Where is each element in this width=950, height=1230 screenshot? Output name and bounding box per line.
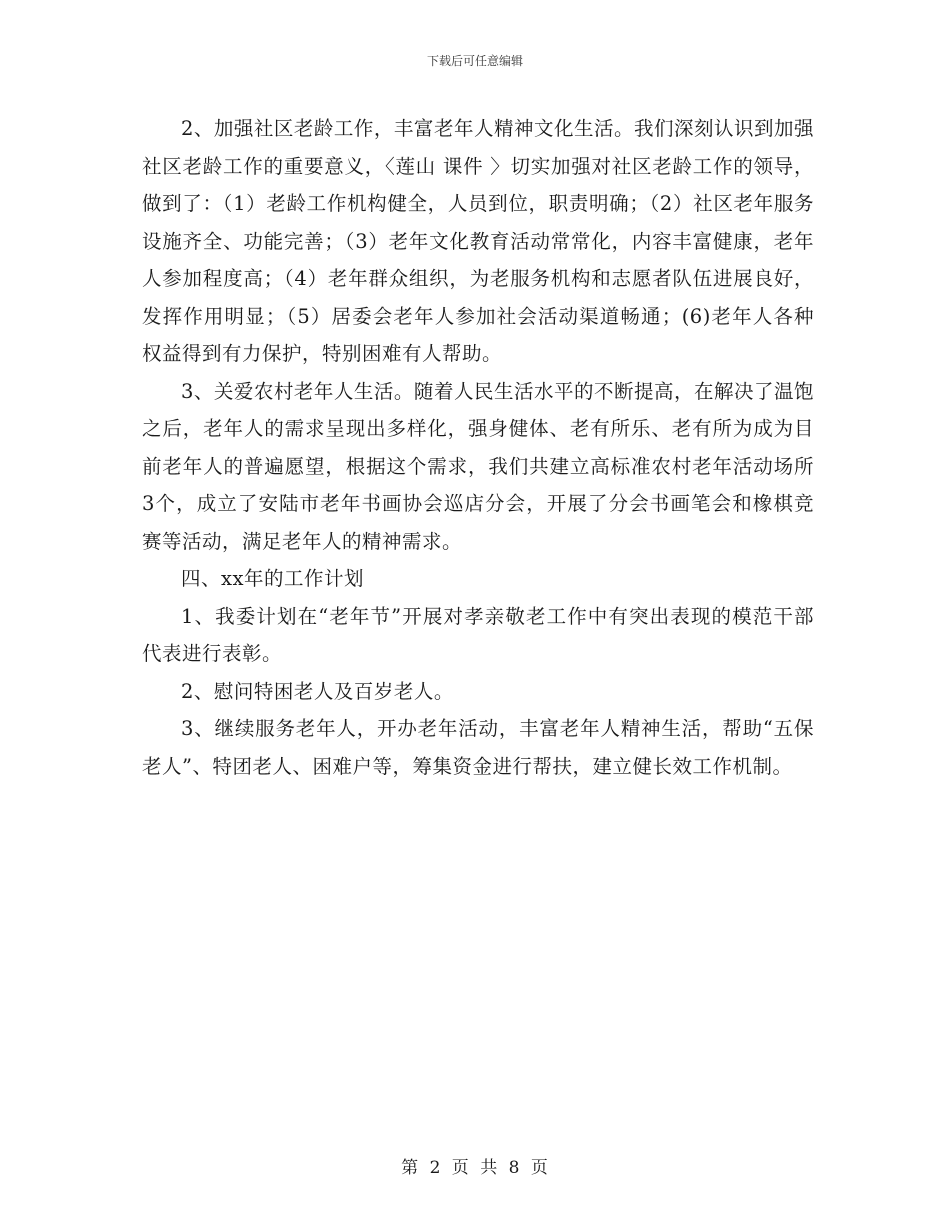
paragraph-rural-elderly-care: 3、关爱农村老年人生活。随着人民生活水平的不断提高，在解决了温饱之后，老年人的需求呈现出多样化，强身健体、老有所乐、老有所为成为目前老年人的普遍愿望，根据这个需求，我们共建立高标准农村老年活动场所3个，成立了安陆市老年书画协会巡店分会，开展了分会书画笔会和橡棋竞赛等活动，满足老年人的精神需求。 [142,379,814,553]
document-body [142,110,814,785]
paragraph-community-elderly-work: 2、加强社区老龄工作，丰富老年人精神文化生活。我们深刻认识到加强社区老龄工作的重要意义，〈莲山 课件 〉切实加强对社区老龄工作的领导，做到了：（1）老龄工作机构健全，人员到位，职责明确；（2）社区老年服务设施齐全、功能完善；（3）老年文化教育活动常常化，内容丰富健康，老年人参加程度高；（4）老年群众组织，为老服务机构和志愿者队伍进展良好，发挥作用明显；（5）居委会老年人参加社会活动渠道畅通；(6)老年人各种权益得到有力保护，特别困难有人帮助。 [142,117,814,365]
page-footer: 第 2 页 共 8 页 [401,1158,549,1178]
paragraph-plan-item-1: 1、我委计划在“老年节”开展对孝亲敬老工作中有突出表现的模范干部代表进行表彰。 [142,604,814,665]
page-header: 下载后可任意编辑 [426,54,523,68]
section-heading-work-plan: 四、xx年的工作计划 [181,567,364,590]
paragraph-plan-item-3: 3、继续服务老年人，开办老年活动，丰富老年人精神生活，帮助“五保老人”、特团老人、困难户等，筹集资金进行帮扶，建立健长效工作机制。 [142,717,814,778]
paragraph-plan-item-2: 2、慰问特困老人及百岁老人。 [181,679,454,703]
